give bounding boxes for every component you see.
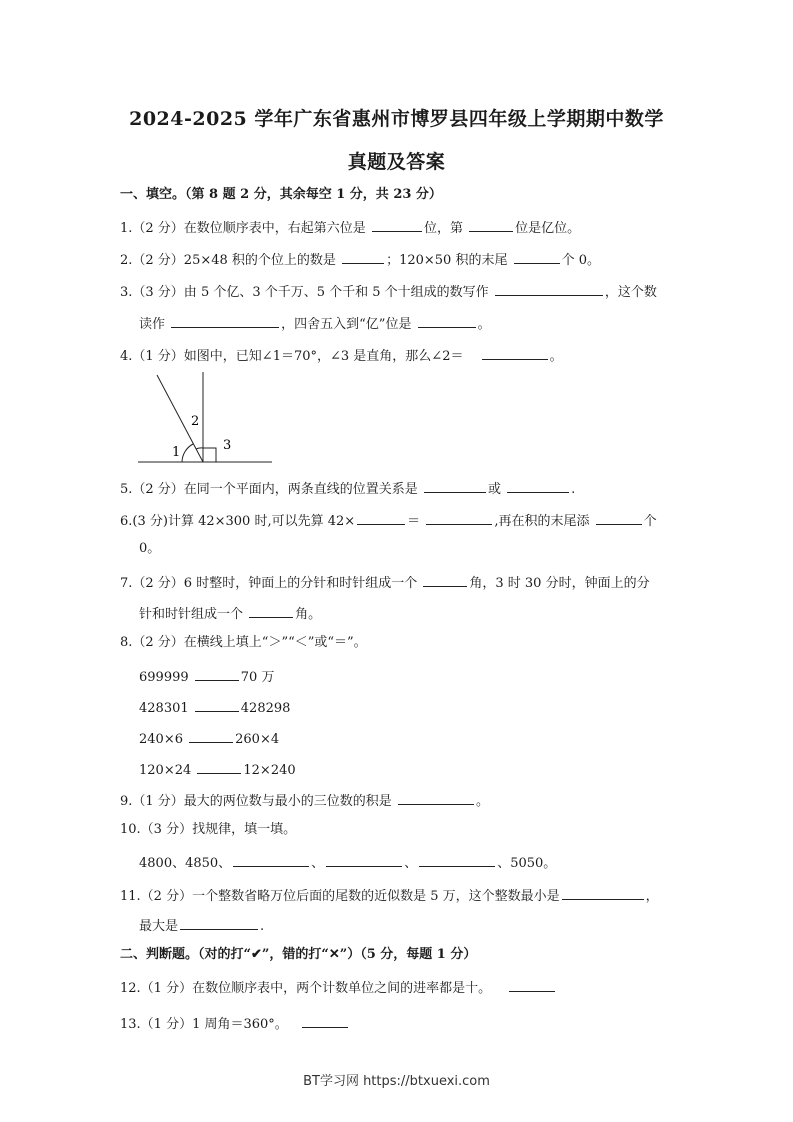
question-6 <box>120 510 657 531</box>
page-title-line2: 真题及答案 <box>347 151 446 173</box>
answer-blank[interactable] <box>197 759 241 774</box>
q5-text: 5.（2 分）在同一个平面内，两条直线的位置关系是 <box>120 482 418 497</box>
answer-blank[interactable] <box>507 478 569 493</box>
compare-left: 699999 <box>139 670 189 685</box>
answer-blank[interactable] <box>171 313 279 328</box>
q2-text-2: ；120×50 积的末尾 <box>386 253 508 268</box>
answer-blank[interactable] <box>423 572 467 587</box>
angle-1-label: 1 <box>172 445 181 460</box>
angle-2-arc <box>196 448 203 449</box>
q9-text: 9.（1 分）最大的两位数与最小的三位数的积是 <box>120 794 392 809</box>
q13-text: 13.（1 分）1 周角＝360°。 <box>120 1017 288 1032</box>
q3-text-2: ，这个数 <box>604 285 657 300</box>
q7-text-4: 角。 <box>295 607 322 622</box>
question-11 <box>120 885 659 906</box>
q7-text: 7.（2 分）6 时整时，钟面上的分针和时针组成一个 <box>120 576 418 591</box>
q1-text-2: 位，第 <box>423 221 463 236</box>
answer-blank[interactable] <box>189 728 233 743</box>
question-2 <box>120 249 600 270</box>
question-8: 8.（2 分）在横线上填上“＞”“＜”或“＝”。 <box>120 635 367 650</box>
answer-blank[interactable] <box>514 249 560 264</box>
answer-blank[interactable] <box>326 852 402 867</box>
compare-left: 120×24 <box>139 763 192 778</box>
q7-text-2: 角，3 时 30 分时，钟面上的分 <box>469 576 650 591</box>
compare-left: 428301 <box>139 701 189 716</box>
answer-blank[interactable] <box>424 478 486 493</box>
answer-blank[interactable] <box>195 666 239 681</box>
compare-right: 428298 <box>240 701 291 716</box>
angle-figure <box>130 368 280 468</box>
question-5 <box>120 478 575 499</box>
answer-blank[interactable] <box>398 790 474 805</box>
answer-blank[interactable] <box>342 249 384 264</box>
q6-text-2: ＝ <box>407 514 421 529</box>
answer-blank[interactable] <box>596 510 642 525</box>
answer-blank[interactable] <box>233 852 309 867</box>
answer-blank[interactable] <box>302 1013 348 1028</box>
question-4 <box>120 345 563 366</box>
angle-1-arc <box>182 444 193 462</box>
site-watermark: BT学习网 https://btxuexi.com <box>303 1074 490 1089</box>
question-9 <box>120 790 489 811</box>
q7-text-3: 针和时针组成一个 <box>139 607 244 622</box>
compare-right: 70 万 <box>240 670 275 685</box>
q3-text-4: ，四舍五入到“亿”位是 <box>281 317 412 332</box>
q6-text: 6.(3 分)计算 42×300 时,可以先算 42× <box>120 514 356 529</box>
answer-blank[interactable] <box>418 313 476 328</box>
q10-seq-end: 、5050。 <box>497 856 557 871</box>
q3-text: 3.（3 分）由 5 个亿、3 个千万、5 个千和 5 个十组成的数写作 <box>120 285 489 300</box>
q3-text-3: 读作 <box>139 317 166 332</box>
q4-text-2: 。 <box>549 349 563 364</box>
q11-text-4: . <box>260 919 265 934</box>
right-angle-marker <box>203 448 216 462</box>
answer-blank[interactable] <box>426 510 492 525</box>
question-11-cont <box>139 915 264 936</box>
answer-blank[interactable] <box>482 345 548 360</box>
question-12 <box>120 977 557 998</box>
q10-sep: 、 <box>311 856 325 871</box>
q6-text-3: ,再在积的末尾添 <box>494 514 590 529</box>
q1-text: 1.（2 分）在数位顺序表中，右起第六位是 <box>120 221 366 236</box>
question-7 <box>120 572 650 593</box>
answer-blank[interactable] <box>195 697 239 712</box>
q11-text: 11.（2 分）一个整数省略万位后面的尾数的近似数是 5 万，这个整数最小是 <box>120 889 560 904</box>
question-3-cont <box>139 313 491 334</box>
answer-blank[interactable] <box>180 915 258 930</box>
question-1 <box>120 217 580 238</box>
q3-text-5: 。 <box>477 317 491 332</box>
q10-sep-2: 、 <box>404 856 418 871</box>
angle-3-label: 3 <box>223 438 232 453</box>
answer-blank[interactable] <box>372 217 422 232</box>
q1-text-3: 位是亿位。 <box>515 221 581 236</box>
answer-blank[interactable] <box>495 281 603 296</box>
q11-text-2: ， <box>645 889 659 904</box>
compare-row <box>139 728 279 749</box>
answer-blank[interactable] <box>419 852 495 867</box>
q5-text-2: 或 <box>487 482 501 497</box>
answer-blank[interactable] <box>357 510 405 525</box>
section-heading-true-false: 二、判断题。（对的打“✔”，错的打“✕”）（5 分，每题 1 分） <box>120 947 477 962</box>
q5-text-3: . <box>571 482 576 497</box>
q2-text: 2.（2 分）25×48 积的个位上的数是 <box>120 253 336 268</box>
question-6-cont: 0。 <box>139 541 161 556</box>
angle-2-label: 2 <box>191 414 200 429</box>
question-7-cont <box>139 603 321 624</box>
page-title: 2024-2025 学年广东省惠州市博罗县四年级上学期期中数学 <box>129 108 664 130</box>
q11-text-3: 最大是 <box>139 919 179 934</box>
compare-row <box>139 666 274 687</box>
q9-text-2: 。 <box>475 794 489 809</box>
compare-row <box>139 697 290 718</box>
question-3 <box>120 281 657 302</box>
q12-text: 12.（1 分）在数位顺序表中，两个计数单位之间的进率都是十。 <box>120 981 492 996</box>
compare-row <box>139 759 296 780</box>
answer-blank[interactable] <box>509 977 555 992</box>
q4-text: 4.（1 分）如图中，已知∠1＝70°，∠3 是直角，那么∠2＝ <box>120 349 464 364</box>
answer-blank[interactable] <box>469 217 513 232</box>
question-10-sequence <box>139 852 556 873</box>
answer-blank[interactable] <box>249 603 293 618</box>
question-10: 10.（3 分）找规律，填一填。 <box>120 822 297 837</box>
compare-right: 260×4 <box>235 732 280 747</box>
answer-blank[interactable] <box>562 885 644 900</box>
q6-text-4: 个 <box>643 514 657 529</box>
q10-seq-start: 4800、4850、 <box>139 856 232 871</box>
section-heading-fill-in: 一、填空。（第 8 题 2 分，其余每空 1 分，共 23 分） <box>120 187 442 202</box>
compare-right: 12×240 <box>243 763 296 778</box>
question-13 <box>120 1013 350 1034</box>
q2-text-3: 个 0。 <box>561 253 600 268</box>
compare-left: 240×6 <box>139 732 183 747</box>
